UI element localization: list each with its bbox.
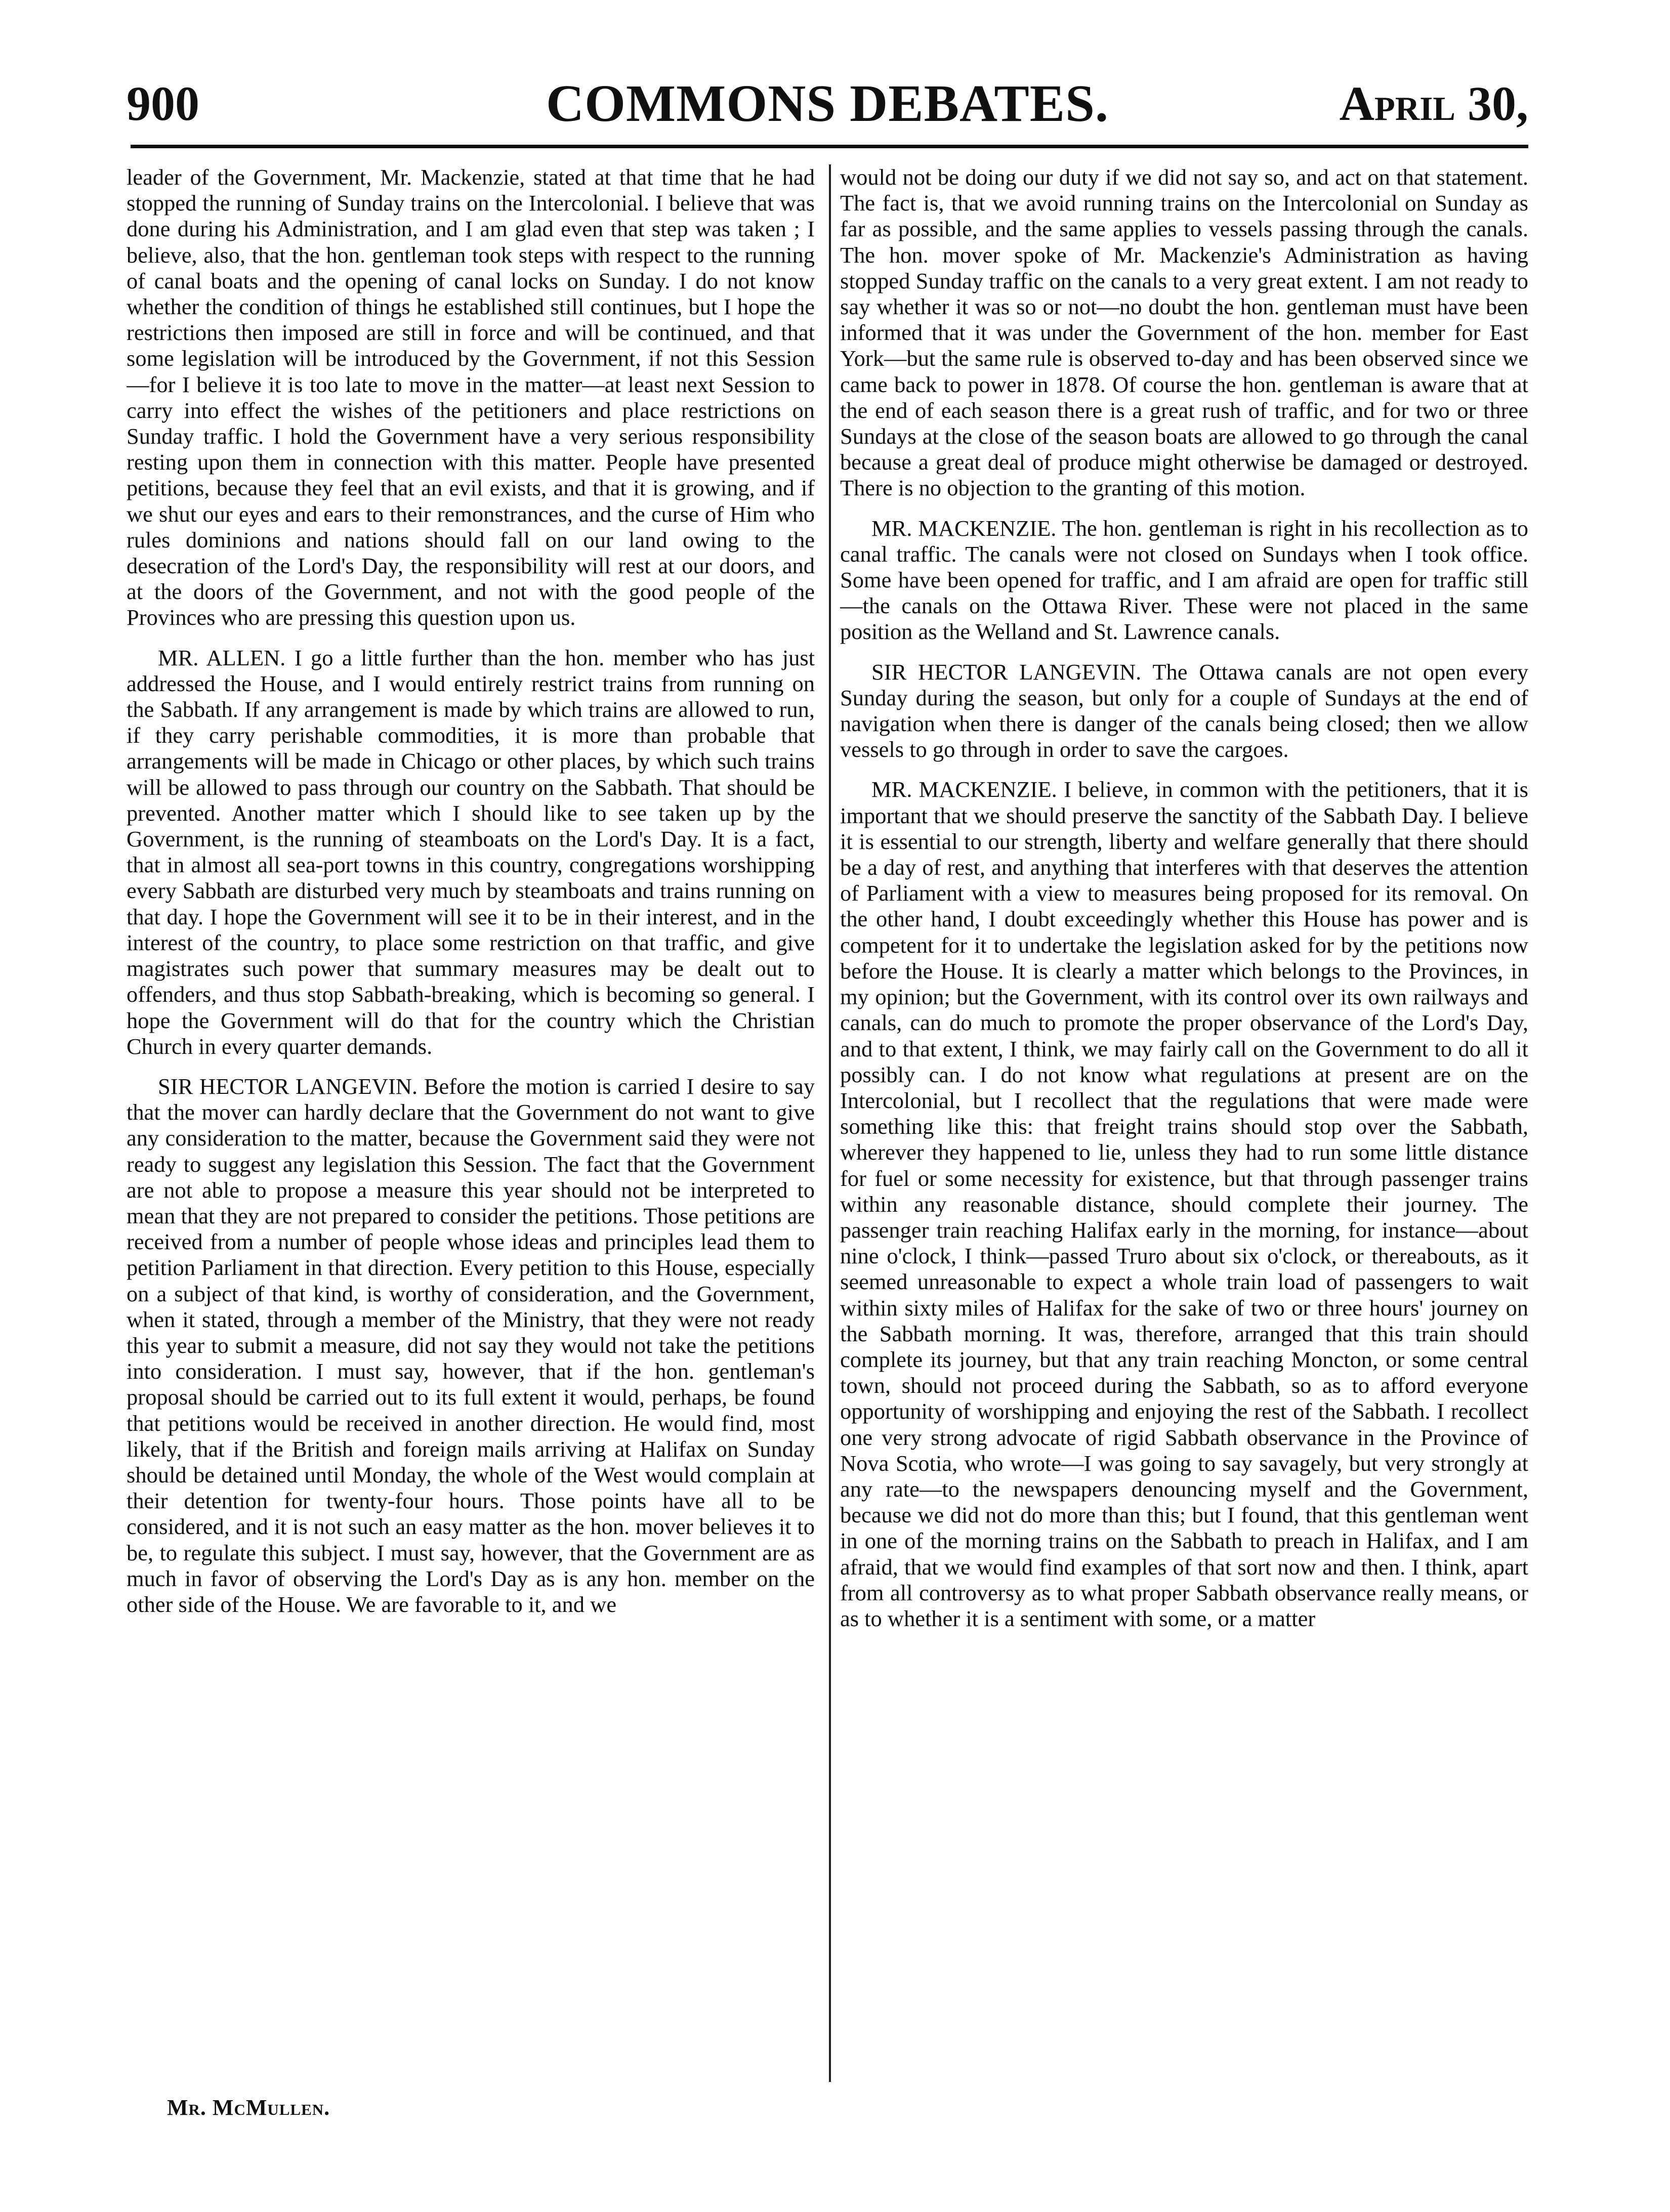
paragraph-text: The Ottawa canals are not open every Sunday during the season, but only for a couple of Sundays at the end of navigation when there is danger of the canals being closed; then we allow vessels to go through in order to save the cargoes. — [840, 659, 1528, 762]
speaker-name: SIR HECTOR LANGEVIN. — [158, 1073, 418, 1099]
speaker-name: SIR HECTOR LANGEVIN. — [871, 659, 1142, 685]
left-column — [127, 164, 815, 2087]
paragraph-text: Before the motion is carried I desire to say that the mover can hardly declare that the Government do not want to give any consideration to the matter, because the Government said they were not ready to suggest any legislation this Session. The fact that the Government are not able to propose a measure this year should not be interpreted to mean that they are not prepared to consider the petitions. Those petitions are received from a number of people whose ideas and principles lead them to petition Parliament in that direction. Every petition to this House, especially on a subject of that kind, is worthy of consideration, and the Government, when it stated, through a member of the Ministry, that they were not ready this year to submit a measure, did not say they would not take the petitions into consideration. I must say, however, that if the hon. gentleman's proposal should be carried out to its full extent it would, perhaps, be found that petitions would be received in another direction. He would find, most likely, that if the British and foreign mails arriving at Halifax on Sunday should be detained until Monday, the whole of the West would complain at their detention for twenty-four hours. Those points have all to be considered, and it is not such an easy matter as the hon. mover believes it to be, to regulate this subject. I must say, however, that the Government are as much in favor of observing the Lord's Day as is any hon. member on the other side of the House. We are favorable to it, and we — [127, 1073, 815, 1617]
right-column — [840, 164, 1528, 2087]
header-date: April 30, — [1339, 76, 1528, 131]
running-title: COMMONS DEBATES. — [546, 74, 1109, 133]
page-header — [127, 76, 1528, 142]
page-number: 900 — [127, 76, 199, 131]
speaker-name: MR. ALLEN. — [158, 645, 286, 670]
paragraph-text: I believe, in common with the petitioners, that it is important that we should preserve the sanctity of the Sabbath Day. I believe it is essential to our strength, liberty and welfare generally that there should be a day of rest, and anything that interferes with that deserves the attention of Parliament with a view to measures being proposed for its removal. On the other hand, I doubt exceedingly whether this House has power and is competent for it to undertake the legislation asked for by the petitions now before the House. It is clearly a matter which belongs to the Provinces, in my opinion; but the Government, with its control over its own railways and canals, can do much to promote the proper observance of the Lord's Day, and to that extent, I think, we may fairly call on the Government to do all it possibly can. I do not know what regulations at present are on the Intercolonial, but I recollect that the regulations that were made were something like this: that freight trains should stop over the Sabbath, wherever they happened to lie, unless they had to run some little distance for fuel or some necessity for existence, but that through passenger trains within any reasonable distance, should complete their journey. The passenger train reaching Halifax early in the morning, for instance—about nine o'clock, I think—passed Truro about six o'clock, or thereabouts, as it seemed unreasonable to expect a whole train load of passengers to wait within sixty miles of Halifax for the sake of two or three hours' journey on the Sabbath morning. It was, therefore, arranged that this train should complete its journey, but that any train reaching Moncton, or some central town, should not proceed during the Sabbath, so as to afford everyone opportunity of worshipping and enjoying the rest of the Sabbath. I recollect one very strong advocate of rigid Sabbath observance in the Province of Nova Scotia, who wrote—I was going to say savagely, but very strongly at any rate—to the newspapers denouncing myself and the Government, because we did not do more than this; but I found, that this gentleman went in one of the morning trains on the Sabbath to preach in Halifax, and I am afraid, that we would find examples of that sort now and then. I think, apart from all controversy as to what proper Sabbath observance really means, or as to whether it is a sentiment with some, or a matter — [840, 777, 1528, 1631]
paragraph — [840, 516, 1528, 645]
paragraph-text: leader of the Government, Mr. Mackenzie, stated at that time that he had stopped the running of Sunday trains on the Intercolonial. I believe that was done during his Administration, and I am glad even that step was taken ; I believe, also, that the hon. gentleman took steps with respect to the running of canal boats and the opening of canal locks on Sunday. I do not know whether the condition of things he established still continues, but I hope the restrictions then imposed are still in force and will be continued, and that some legislation will be introduced by the Government, if not this Session—for I believe it is too late to move in the matter—at least next Session to carry into effect the wishes of the petitioners and place restrictions on Sunday traffic. I hold the Government have a very serious responsibility resting upon them in connection with this matter. People have presented petitions, because they feel that an evil exists, and that it is growing, and if we shut our eyes and ears to their remonstrances, and the curse of Him who rules dominions and nations should fall on our land owing to the desecration of the Lord's Day, the responsibility will rest at our doors, and at the doors of the Government, and not with the good people of the Provinces who are pressing this question upon us. — [127, 164, 815, 630]
paragraph — [127, 645, 815, 1059]
paragraph — [127, 1074, 815, 1618]
paragraph — [840, 659, 1528, 763]
paragraph-text: I go a little further than the hon. member who has just addressed the House, and I would entirely restrict trains from running on the Sabbath. If any arrangement is made by which trains are allowed to run, if they carry perishable commodities, it is more than probable that arrangements will be made in Chicago or other places, by which such trains will be allowed to pass through our country on the Sabbath. That should be prevented. Another matter which I should like to see taken up by the Government, is the running of steamboats on the Lord's Day. It is a fact, that in almost all sea-port towns in this country, congregations worshipping every Sabbath are disturbed very much by steamboats and trains running on that day. I hope the Government will see it to be in their interest, and in the interest of the country, to place some restriction on that traffic, and give magistrates such power that summary measures may be dealt out to offenders, and thus stop Sabbath-breaking, which is becoming so general. I hope the Government will do that for the country which the Christian Church in every quarter demands. — [127, 645, 815, 1059]
column-divider — [829, 164, 831, 2082]
paragraph-text: would not be doing our duty if we did not say so, and act on that statement. The fact is, that we avoid running trains on the Intercolonial on Sunday as far as possible, and the same applies to vessels passing through the canals. The hon. mover spoke of Mr. Mackenzie's Administration as having stopped Sunday traffic on the canals to a very great extent. I am not ready to say whether it was so or not—no doubt the hon. gentleman must have been informed that it was under the Government of the hon. member for East York—but the same rule is observed to-day and has been observed since we came back to power in 1878. Of course the hon. gentleman is aware that at the end of each season there is a great rush of traffic, and for two or three Sundays at the close of the season boats are allowed to go through the canal because a great deal of produce might otherwise be damaged or destroyed. There is no objection to the granting of this motion. — [840, 164, 1528, 501]
paragraph — [840, 777, 1528, 1632]
speaker-name: MR. MACKENZIE. — [871, 777, 1057, 802]
header-rule — [131, 145, 1528, 148]
paragraph-text: The hon. gentleman is right in his recollection as to canal traffic. The canals were not closed on Sundays when I took office. Some have been opened for traffic, and I am afraid are open for traffic still—the canals on the Ottawa River. These were not placed in the same position as the Welland and St. Lawrence canals. — [840, 515, 1528, 645]
speaker-name: MR. MACKENZIE. — [871, 515, 1057, 541]
footer-signature: Mr. McMullen. — [167, 2095, 330, 2120]
paragraph — [840, 164, 1528, 501]
paragraph — [127, 164, 815, 631]
